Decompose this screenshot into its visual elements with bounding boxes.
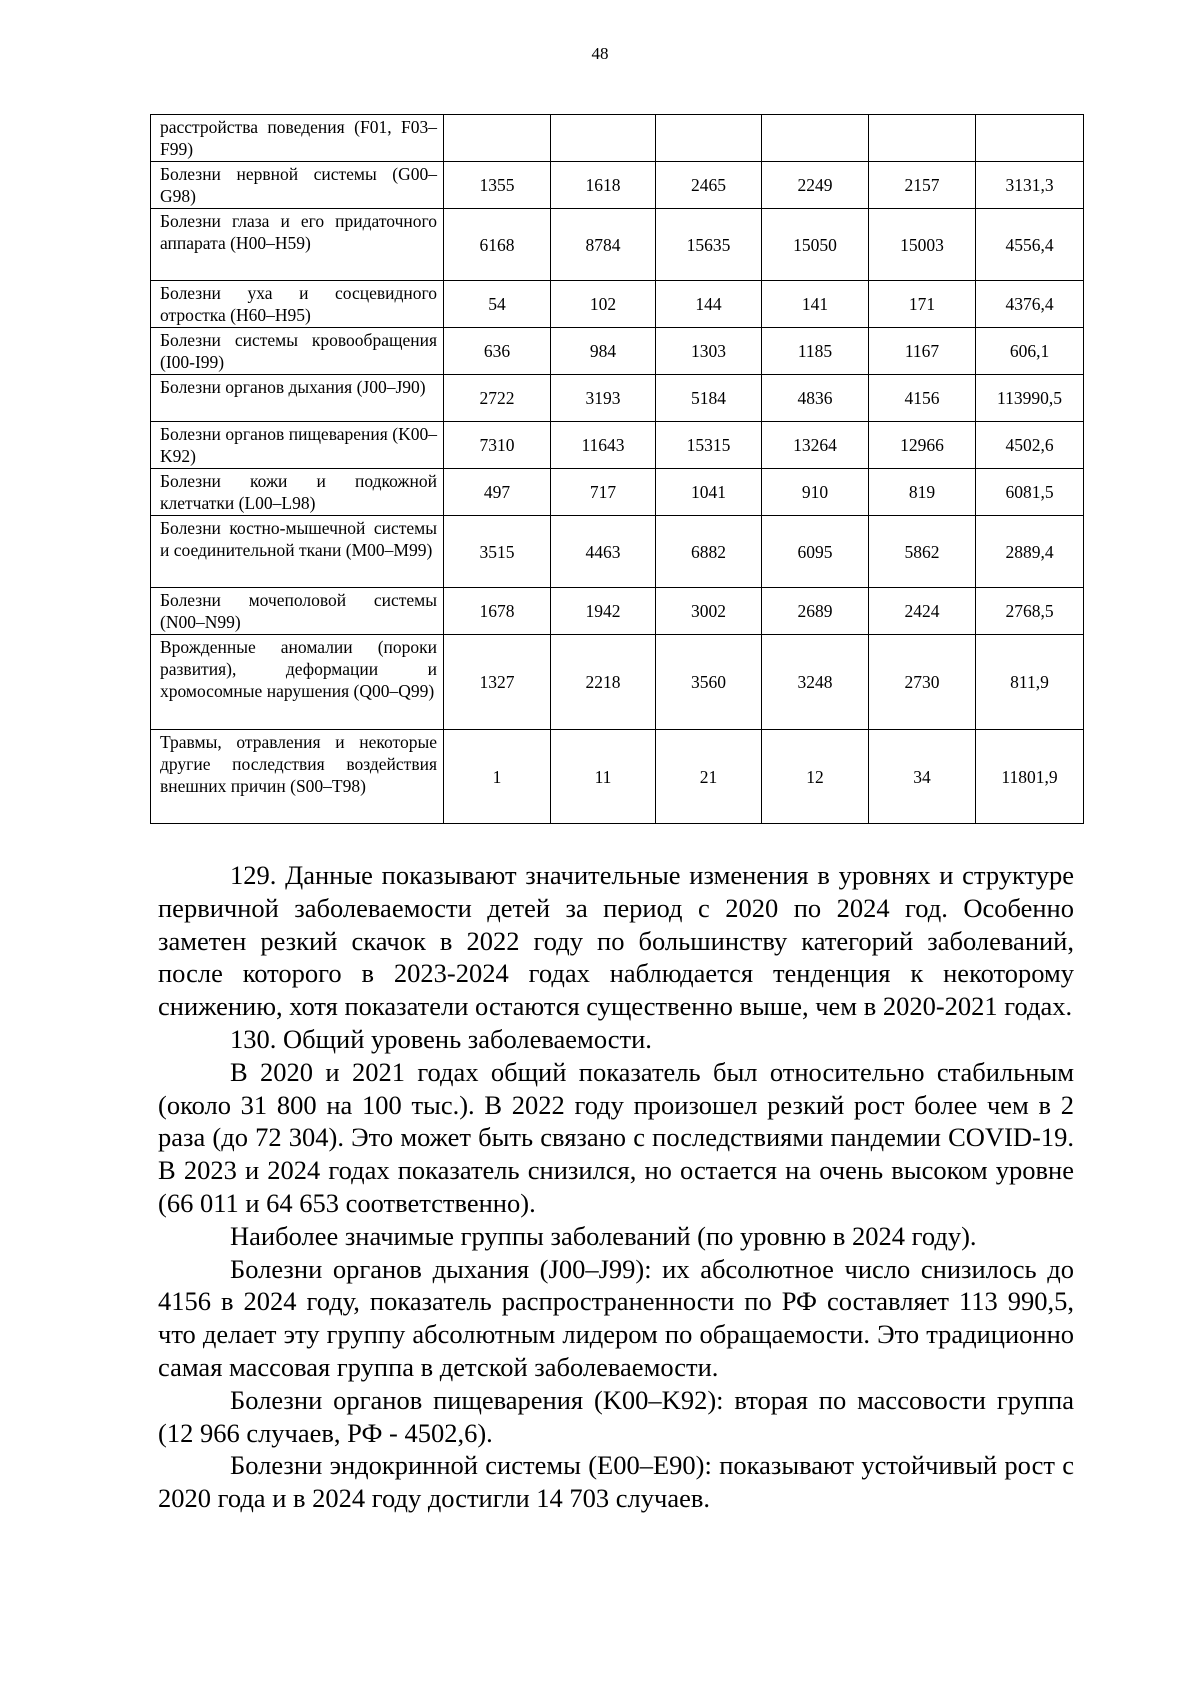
table-cell: 12 — [762, 730, 869, 824]
table-cell: 2218 — [551, 635, 656, 730]
table-cell: 7310 — [444, 422, 551, 469]
table-cell: 606,1 — [976, 328, 1084, 375]
row-label: Болезни нервной системы (G00–G98) — [151, 162, 444, 209]
row-label: расстройства поведения (F01, F03–F99) — [151, 115, 444, 162]
table-cell: 2722 — [444, 375, 551, 422]
table-cell: 2249 — [762, 162, 869, 209]
morbidity-table — [150, 114, 1084, 824]
row-label: Болезни глаза и его придаточного аппарата (H00–H59) — [151, 209, 444, 281]
table-cell: 1041 — [656, 469, 762, 516]
table-row — [151, 730, 1084, 824]
table-cell: 11 — [551, 730, 656, 824]
row-label: Болезни органов пищеварения (K00–K92) — [151, 422, 444, 469]
table-cell: 717 — [551, 469, 656, 516]
table-cell: 21 — [656, 730, 762, 824]
table-cell: 171 — [869, 281, 976, 328]
table-cell: 1303 — [656, 328, 762, 375]
table-cell: 15050 — [762, 209, 869, 281]
paragraph-digestive: Болезни органов пищеварения (K00–K92): вторая по массовости группа (12 966 случаев, РФ - 4502,6). — [158, 1384, 1074, 1448]
table-cell: 3002 — [656, 588, 762, 635]
table-cell: 1327 — [444, 635, 551, 730]
table-cell: 11643 — [551, 422, 656, 469]
table-cell: 1167 — [869, 328, 976, 375]
table-cell: 11801,9 — [976, 730, 1084, 824]
table-cell: 4556,4 — [976, 209, 1084, 281]
table-row — [151, 375, 1084, 422]
table-cell — [976, 115, 1084, 162]
table-cell: 6168 — [444, 209, 551, 281]
table-cell — [444, 115, 551, 162]
table-cell: 1355 — [444, 162, 551, 209]
table-cell: 3515 — [444, 516, 551, 588]
table-cell: 3131,3 — [976, 162, 1084, 209]
table-cell: 2157 — [869, 162, 976, 209]
table-cell — [656, 115, 762, 162]
table-cell: 2768,5 — [976, 588, 1084, 635]
table-cell — [551, 115, 656, 162]
table-cell: 636 — [444, 328, 551, 375]
row-label: Болезни костно-мышечной системы и соединительной ткани (M00–M99) — [151, 516, 444, 588]
table-cell: 3560 — [656, 635, 762, 730]
page-number: 48 — [591, 44, 609, 63]
table-cell: 6081,5 — [976, 469, 1084, 516]
table-cell: 984 — [551, 328, 656, 375]
table-cell: 811,9 — [976, 635, 1084, 730]
table-cell: 819 — [869, 469, 976, 516]
table-cell: 1942 — [551, 588, 656, 635]
paragraph-130-heading: 130. Общий уровень заболеваемости. — [230, 1023, 652, 1054]
table-cell: 1 — [444, 730, 551, 824]
table-cell: 2730 — [869, 635, 976, 730]
table-cell: 113990,5 — [976, 375, 1084, 422]
table-cell: 6882 — [656, 516, 762, 588]
table-cell: 497 — [444, 469, 551, 516]
row-label: Травмы, отравления и некоторые другие последствия воздействия внешних причин (S00–T98) — [151, 730, 444, 824]
row-label: Врожденные аномалии (пороки развития), деформации и хромосомные нарушения (Q00–Q99) — [151, 635, 444, 730]
paragraph-endocrine: Болезни эндокринной системы (E00–E90): показывают устойчивый рост с 2020 года и в 2024 году достигли 14 703 случаев. — [158, 1450, 1074, 1514]
table-cell: 1678 — [444, 588, 551, 635]
table-cell: 13264 — [762, 422, 869, 469]
row-label: Болезни мочеполовой системы (N00–N99) — [151, 588, 444, 635]
table-row — [151, 209, 1084, 281]
row-label: Болезни органов дыхания (J00–J90) — [151, 375, 444, 422]
table-cell — [869, 115, 976, 162]
table-row — [151, 328, 1084, 375]
table-row — [151, 588, 1084, 635]
table-cell: 141 — [762, 281, 869, 328]
table-cell: 3248 — [762, 635, 869, 730]
table-row — [151, 115, 1084, 162]
table-cell: 2424 — [869, 588, 976, 635]
table-cell: 102 — [551, 281, 656, 328]
paragraph-overall-level: В 2020 и 2021 годах общий показатель был относительно стабильным (около 31 800 на 100 тыс.). В 2022 году произошел резкий рост более чем в 2 раза (до 72 304). Это может быть связано с последствиями пандемии COVID-19. В 2023 и 2024 годах показатель снизился, но остается на очень высоком уровне (66 011 и 64 653 соответственно). — [158, 1056, 1074, 1218]
table-cell: 54 — [444, 281, 551, 328]
table-cell — [762, 115, 869, 162]
table-cell: 15315 — [656, 422, 762, 469]
row-label: Болезни кожи и подкожной клетчатки (L00–L98) — [151, 469, 444, 516]
paragraph-groups-heading: Наиболее значимые группы заболеваний (по уровню в 2024 году). — [230, 1220, 977, 1251]
paragraph-respiratory: Болезни органов дыхания (J00–J99): их абсолютное число снизилось до 4156 в 2024 году, показатель распространенности по РФ составляет 113 990,5, что делает эту группу абсолютным лидером по обращаемости. Это традиционно самая массовая группа в детской заболеваемости. — [158, 1253, 1074, 1382]
table-cell: 910 — [762, 469, 869, 516]
paragraph-129: 129. Данные показывают значительные изменения в уровнях и структуре первичной заболеваемости детей за период с 2020 по 2024 год. Особенно заметен резкий скачок в 2022 году по большинству категорий заболеваний, после которого в 2023-2024 годах наблюдается тенденция к некоторому снижению, хотя показатели остаются существенно выше, чем в 2020-2021 годах. — [158, 860, 1074, 1022]
table-cell: 2889,4 — [976, 516, 1084, 588]
table-cell: 4502,6 — [976, 422, 1084, 469]
table-cell: 5862 — [869, 516, 976, 588]
table-cell: 15635 — [656, 209, 762, 281]
table-cell: 1185 — [762, 328, 869, 375]
row-label: Болезни уха и сосцевидного отростка (H60–H95) — [151, 281, 444, 328]
table-row — [151, 469, 1084, 516]
table-cell: 34 — [869, 730, 976, 824]
table-row — [151, 281, 1084, 328]
table-cell: 144 — [656, 281, 762, 328]
table-cell: 4836 — [762, 375, 869, 422]
table-cell: 2689 — [762, 588, 869, 635]
row-label: Болезни системы кровообращения (I00-I99) — [151, 328, 444, 375]
table-cell: 15003 — [869, 209, 976, 281]
body-text — [158, 859, 1074, 1515]
table-row — [151, 422, 1084, 469]
table-cell: 4376,4 — [976, 281, 1084, 328]
table-row — [151, 516, 1084, 588]
table-cell: 6095 — [762, 516, 869, 588]
table-cell: 1618 — [551, 162, 656, 209]
table-cell: 5184 — [656, 375, 762, 422]
table-row — [151, 635, 1084, 730]
table-row — [151, 162, 1084, 209]
table-cell: 4463 — [551, 516, 656, 588]
table-cell: 4156 — [869, 375, 976, 422]
table-cell: 8784 — [551, 209, 656, 281]
table-cell: 2465 — [656, 162, 762, 209]
table-cell: 3193 — [551, 375, 656, 422]
table-cell: 12966 — [869, 422, 976, 469]
